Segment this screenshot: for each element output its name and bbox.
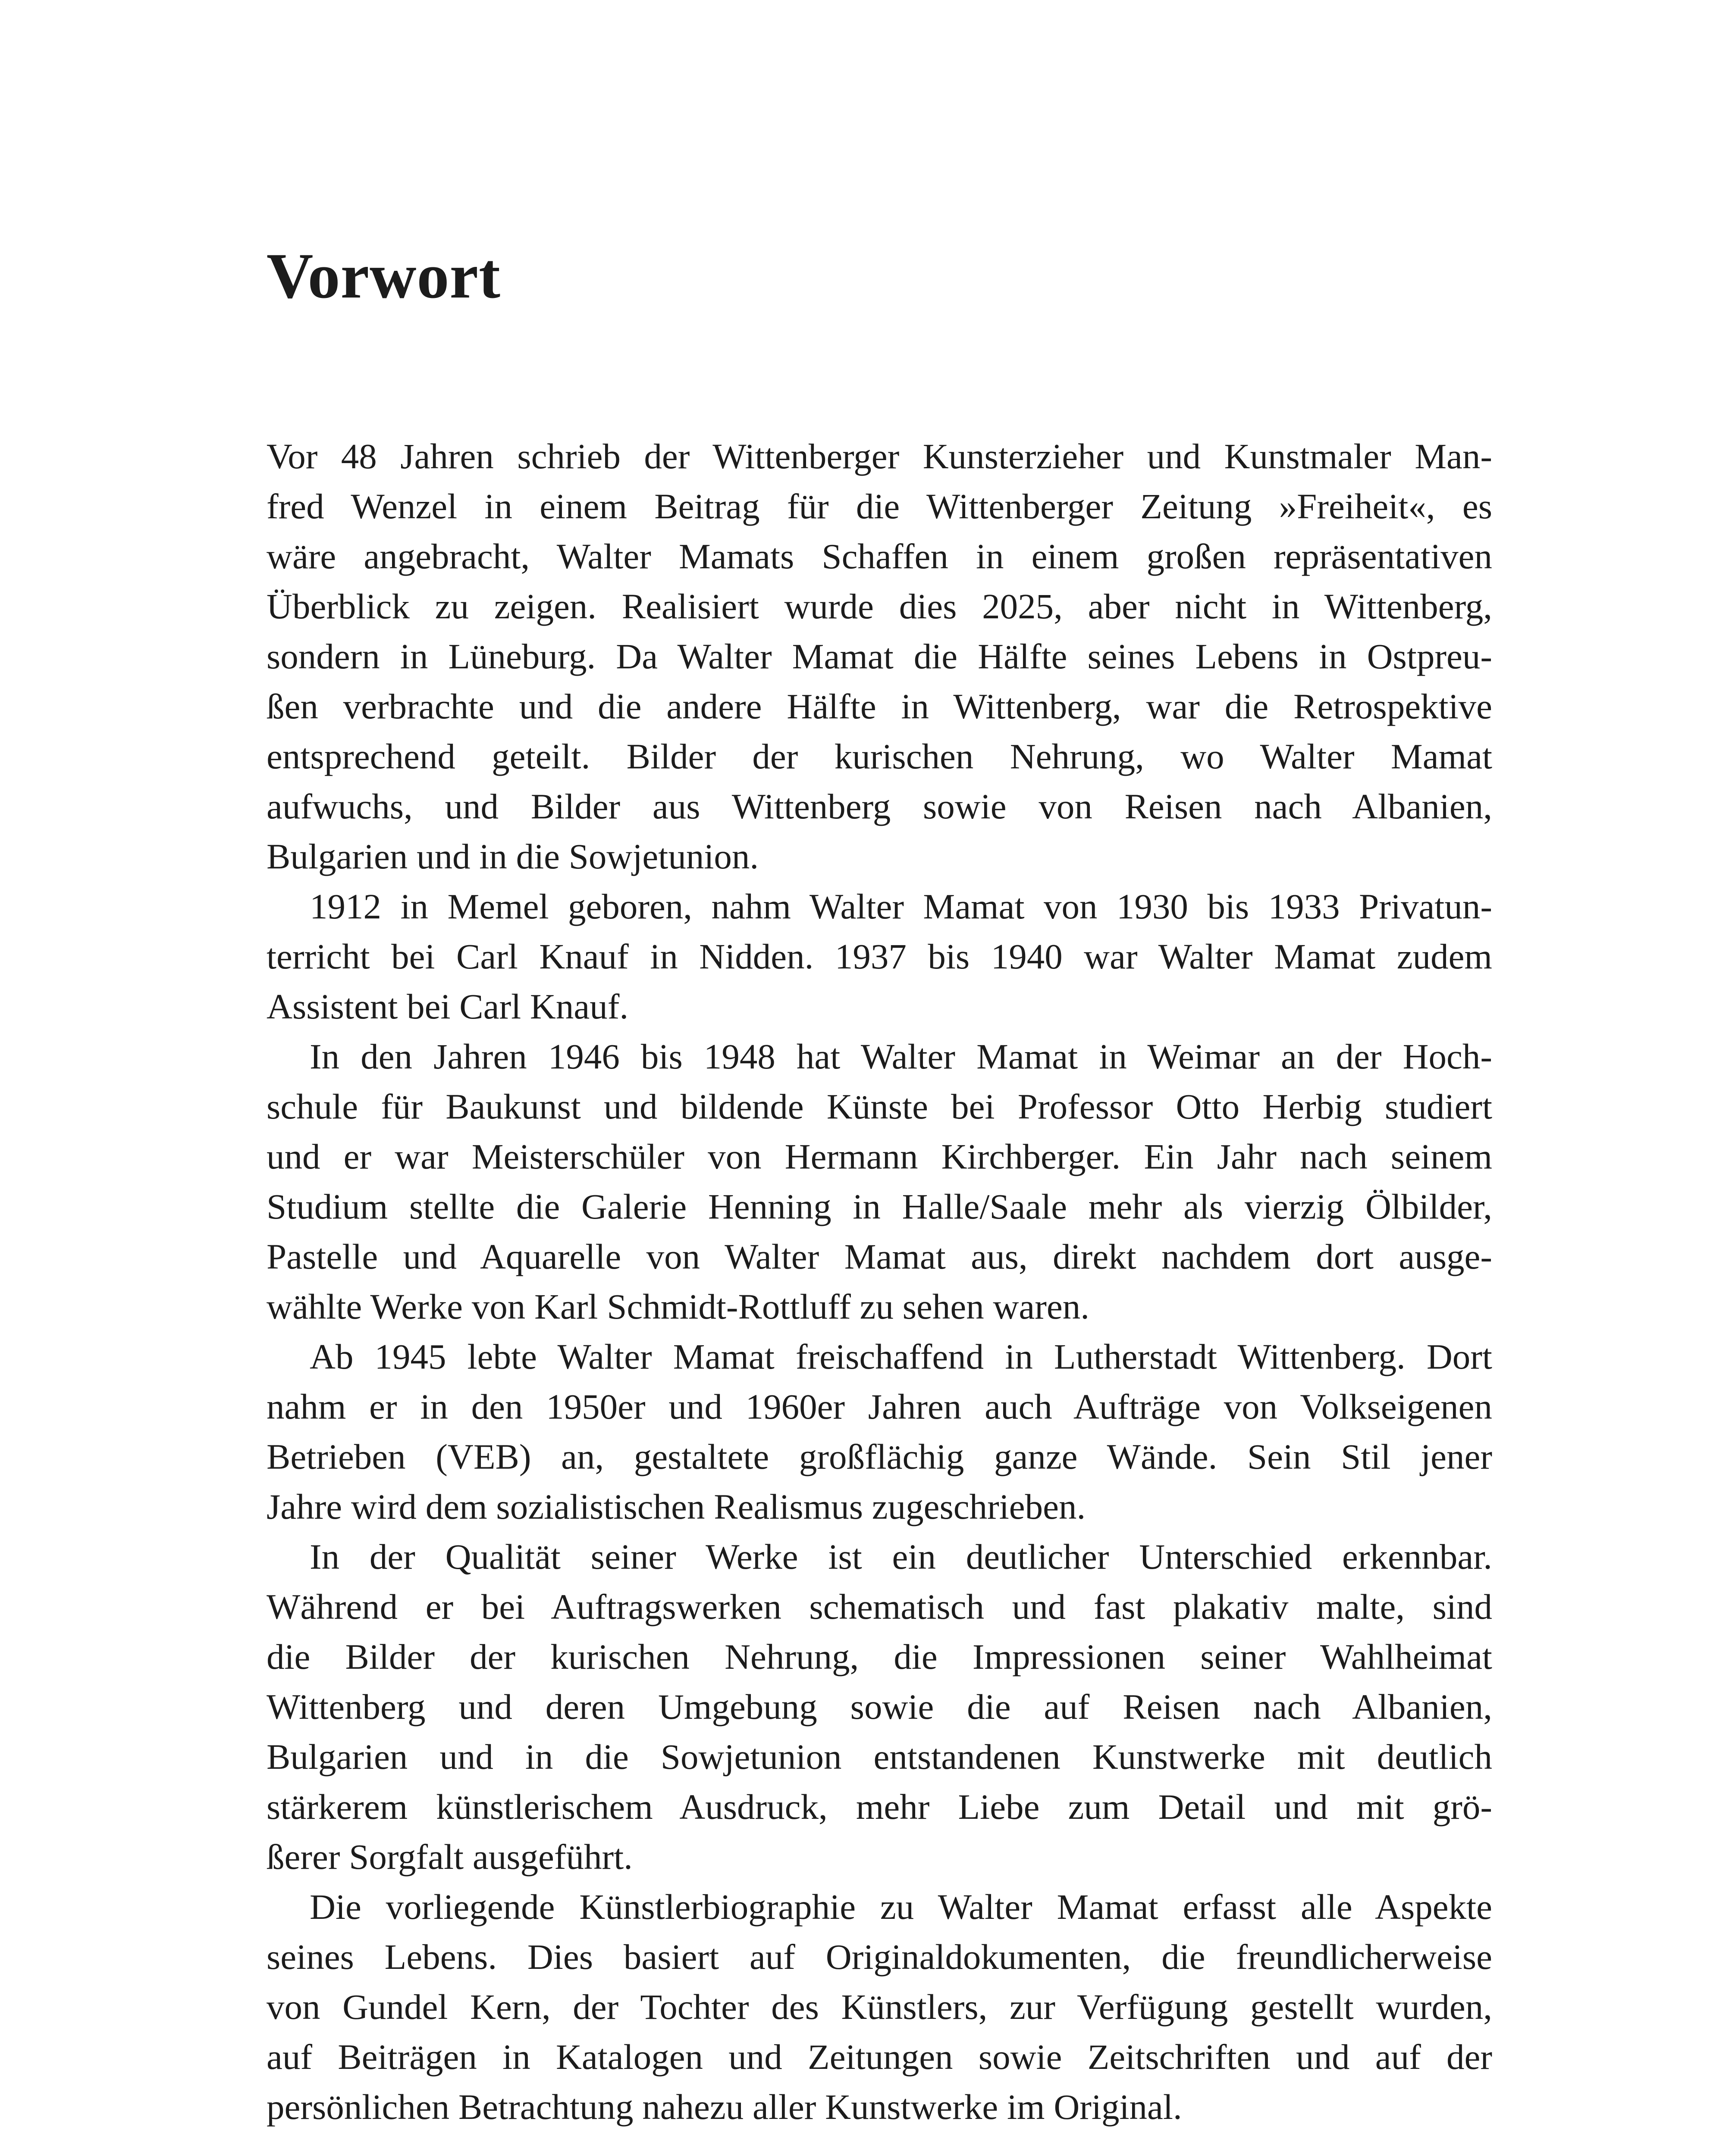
text-line: sondern in Lüneburg. Da Walter Mamat die Hälfte seines Lebens in Ostpreu- bbox=[267, 636, 1492, 676]
text-line: fred Wenzel in einem Beitrag für die Wittenberger Zeitung »Freiheit«, es bbox=[267, 486, 1492, 526]
text-line: auf Beiträgen in Katalogen und Zeitungen sowie Zeitschriften und auf der bbox=[267, 2037, 1492, 2077]
text-line: schule für Baukunst und bildende Künste bei Professor Otto Herbig studiert bbox=[267, 1087, 1492, 1126]
text-line: Bulgarien und in die Sowjetunion entstandenen Kunstwerke mit deutlich bbox=[267, 1737, 1492, 1777]
text-line: Bulgarien und in die Sowjetunion. bbox=[267, 837, 759, 876]
text-line: In der Qualität seiner Werke ist ein deutlicher Unterschied erkennbar. bbox=[310, 1537, 1492, 1576]
text-line: die Bilder der kurischen Nehrung, die Impressionen seiner Wahlheimat bbox=[267, 1637, 1492, 1677]
text-line: Assistent bei Carl Knauf. bbox=[267, 987, 629, 1026]
text-line: Die vorliegende Künstlerbiographie zu Walter Mamat erfasst alle Aspekte bbox=[310, 1887, 1492, 1927]
paragraph bbox=[267, 1332, 1492, 1532]
text-line: aufwuchs, und Bilder aus Wittenberg sowie von Reisen nach Albanien, bbox=[267, 787, 1492, 826]
text-line: ßerer Sorgfalt ausgeführt. bbox=[267, 1837, 633, 1877]
text-line: wählte Werke von Karl Schmidt-Rottluff zu sehen waren. bbox=[267, 1287, 1089, 1326]
paragraph bbox=[267, 431, 1492, 881]
paragraph bbox=[267, 1031, 1492, 1332]
page-title: Vorwort bbox=[267, 240, 501, 312]
text-line: Pastelle und Aquarelle von Walter Mamat aus, direkt nachdem dort ausge- bbox=[267, 1237, 1492, 1276]
text-line: und er war Meisterschüler von Hermann Kirchberger. Ein Jahr nach seinem bbox=[267, 1137, 1492, 1176]
text-line: Jahre wird dem sozialistischen Realismus zugeschrieben. bbox=[267, 1487, 1086, 1526]
text-line: 1912 in Memel geboren, nahm Walter Mamat von 1930 bis 1933 Privatun- bbox=[310, 887, 1492, 926]
text-line: wäre angebracht, Walter Mamats Schaffen in einem großen repräsentativen bbox=[267, 536, 1492, 576]
text-line: entsprechend geteilt. Bilder der kurischen Nehrung, wo Walter Mamat bbox=[267, 736, 1492, 776]
text-line: Ab 1945 lebte Walter Mamat freischaffend in Lutherstadt Wittenberg. Dort bbox=[310, 1337, 1492, 1376]
text-line: von Gundel Kern, der Tochter des Künstlers, zur Verfügung gestellt wurden, bbox=[267, 1987, 1492, 2027]
text-line: nahm er in den 1950er und 1960er Jahren auch Aufträge von Volkseigenen bbox=[267, 1387, 1492, 1426]
text-line: Studium stellte die Galerie Henning in Halle/Saale mehr als vierzig Ölbilder, bbox=[267, 1187, 1492, 1226]
text-line: terricht bei Carl Knauf in Nidden. 1937 bis 1940 war Walter Mamat zudem bbox=[267, 937, 1492, 976]
text-line: seines Lebens. Dies basiert auf Originaldokumenten, die freundlicherweise bbox=[267, 1937, 1492, 1977]
paragraph bbox=[267, 1532, 1492, 1882]
text-line: Wittenberg und deren Umgebung sowie die auf Reisen nach Albanien, bbox=[267, 1687, 1492, 1727]
paragraph bbox=[267, 1882, 1492, 2132]
text-line: persönlichen Betrachtung nahezu aller Kunstwerke im Original. bbox=[267, 2087, 1182, 2127]
text-line: Überblick zu zeigen. Realisiert wurde dies 2025, aber nicht in Wittenberg, bbox=[267, 586, 1492, 626]
text-line: In den Jahren 1946 bis 1948 hat Walter Mamat in Weimar an der Hoch- bbox=[310, 1037, 1492, 1076]
text-line: stärkerem künstlerischem Ausdruck, mehr Liebe zum Detail und mit grö- bbox=[267, 1787, 1492, 1827]
text-line: ßen verbrachte und die andere Hälfte in Wittenberg, war die Retrospektive bbox=[267, 686, 1492, 726]
paragraph bbox=[267, 881, 1492, 1031]
text-line: Betrieben (VEB) an, gestaltete großflächig ganze Wände. Sein Stil jener bbox=[267, 1437, 1492, 1476]
text-line: Vor 48 Jahren schrieb der Wittenberger Kunsterzieher und Kunstmaler Man- bbox=[267, 436, 1492, 476]
text-line: Während er bei Auftragswerken schematisch und fast plakativ malte, sind bbox=[267, 1587, 1492, 1626]
body-text bbox=[267, 431, 1492, 2132]
